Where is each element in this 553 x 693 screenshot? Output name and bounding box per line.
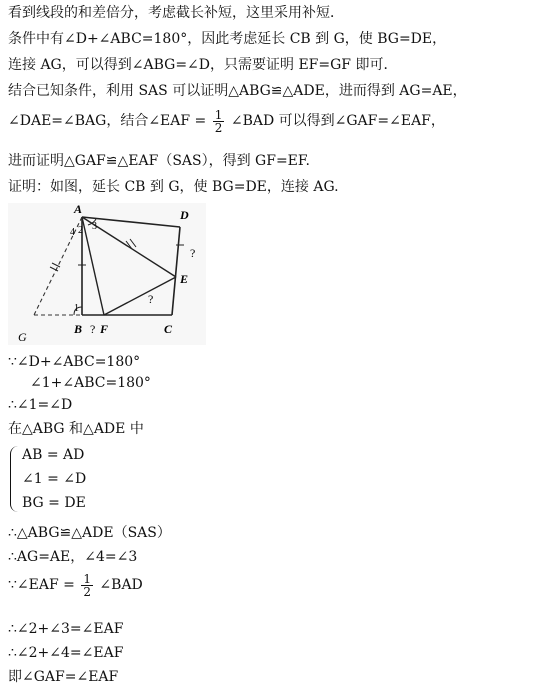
label-vertex-f: F [100,322,109,336]
label-angle-1: 1 [74,303,79,314]
text-line-5a: ∠DAE=∠BAG，结合∠EAF = [8,113,207,129]
fraction-half [213,109,225,134]
label-question-1: ? [90,322,96,336]
proof-line-2: ∠1+∠ABC=180° [30,375,151,391]
proof-line-4: 在△ABG 和△ADE 中 [8,421,144,437]
text-line-1: 看到线段的和差倍分，考虑截长补短，这里采用补短． [8,5,344,21]
proof-line-5: ∴△ABG≌△ADE（SAS） [8,525,171,541]
segment-ef [104,277,176,315]
label-vertex-g: G [18,330,27,344]
proof-line-1: ∵∠D+∠ABC=180° [8,354,141,370]
text-line-5 [8,108,445,134]
text-line-6: 进而证明△GAF≌△EAF（SAS），得到 GF=EF. [8,153,310,169]
fraction-denominator: 2 [214,120,223,135]
label-vertex-e: E [180,272,189,286]
fraction-numerator: 1 [214,107,223,122]
proof-line-3: ∴∠1=∠D [8,397,73,413]
label-angle-4: 4 [70,227,75,238]
proof-line-7 [8,572,143,598]
text-line-7: 证明：如图，延长 CB 到 G，使 BG=DE，连接 AG. [8,179,339,195]
proof-line-7b: ∠BAD [99,577,143,593]
fraction-denominator-2: 2 [83,584,91,599]
condition-2: ∠1 = ∠D [22,471,87,487]
proof-line-10: 即∠GAF=∠EAF [8,669,119,685]
label-vertex-b: B [74,322,83,336]
tick-ae-2 [130,239,136,247]
text-line-2: 条件中有∠D+∠ABC=180°，因此考虑延长 CB 到 G，使 BG=DE， [8,31,447,47]
label-question-3: ? [190,246,196,260]
segment-dc [172,227,180,315]
label-angle-2: 2 [78,225,83,236]
condition-1: AB = AD [22,447,85,463]
geometry-svg [8,203,206,345]
text-line-5b: ∠BAD 可以得到∠GAF=∠EAF， [230,113,445,129]
proof-line-9: ∴∠2+∠4=∠EAF [8,645,124,661]
geometry-figure [8,203,206,345]
condition-brace [10,446,19,512]
proof-line-8: ∴∠2+∠3=∠EAF [8,621,124,637]
text-line-3: 连接 AG，可以得到∠ABG=∠D，只需要证明 EF=GF 即可． [8,57,398,73]
label-vertex-a: A [74,203,83,216]
proof-line-7a: ∵∠EAF = [8,577,75,593]
text-line-4: 结合已知条件，利用 SAS 可以证明△ABG≌△ADE，进而得到 AG=AE， [8,83,467,99]
label-vertex-c: C [164,322,173,336]
condition-3: BG = DE [22,495,86,511]
fraction-half-2 [81,573,93,598]
label-angle-3: 3 [92,221,97,232]
label-vertex-d: D [180,208,189,222]
proof-line-6: ∴AG=AE，∠4=∠3 [8,549,138,565]
label-question-2: ? [148,292,154,306]
fraction-numerator-2: 1 [83,571,91,586]
